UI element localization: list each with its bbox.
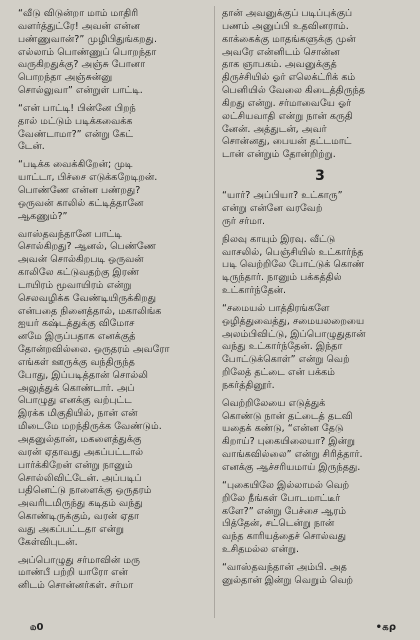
left-paragraph-2: “என் பாட்டி! பின்னே பிறந் தால் மட்டும் படிக்கவைக்க வேண்டாமா?” என்று கேட் டேன். (18, 102, 136, 153)
right-paragraph-1: தான் அவனுக்குப் படிப்புக்குப் பணம் அனுப்பி உதவினராம். காக்கைக்கு மாதங்களுக்கு முன் அவரே என்னிடம் சொன்ன தாக ஞாபகம். அவனுக்குத் திருச்சியில் ஓர் எலெக்ட்ரிக் கம் பெனியில் வேலை கிடைத்திருந்த கிறது என்று. சர்மாவையே ஓர் லட்சியவாதி என்று நான் கருதி னேன். அத்துடன், அவர் சொன்னது, பையன் தட்டமாட் டான் என்றும் தோன்றிற்று. (222, 8, 366, 161)
right-paragraph-2: “யார்? அப்பியா? உட்காரு” என்று என்னே வரவேற் ருர் சர்மா. (222, 190, 343, 227)
chapter-number: 3 (315, 168, 325, 185)
column-divider (214, 6, 215, 618)
page-number: ௰0 (30, 622, 44, 633)
right-paragraph-3: நிலவு காயும் இரவு. வீட்டு வாசலில், பெஞ்சியில் உட்கார்ந்த படி வெற்றிலே போட்டுக் கொண் டிருந்தார். நானும் பக்கத்தில் உட்கார்ந்தேன். (222, 233, 365, 297)
footer-mark: •௧ρ (375, 622, 396, 633)
left-paragraph-1: “வீடு விடுன்றா மாம் மாதிரி வளர்த்துட்ரே! அவன் என்ன பண்ணுவான்?” முழிபிதுங்கறது. எல்லாம் பொண்ணுப் பொறந்தா வருகிறதுக்கு? அஞ்சு போனா பொறந்தா அஞ்சுன்னு சொல்லுவா” என்றுள் பாட்டி. (18, 8, 158, 97)
left-column (18, 8, 214, 598)
right-paragraph-6: “புகையிலே இல்லாமல் வெற் றிலே நீங்கள் போடமாட்டீர் களே?” என்று பேச்சை ஆரம் பித்தேன், சட்டென்று நான் வந்த காரியத்தைச் சொல்வது உசிதமல்ல என்று. (222, 479, 350, 556)
right-paragraph-7: “வாஸ்தவந்தான் அம்பி. அத னுல்தான் இன்று வெறும் வெற் (222, 561, 354, 586)
right-column (222, 8, 418, 593)
left-paragraph-3: “படிக்க வைக்கிறேன்; முடி யாட்டா, பிச்சை எடுக்கறேடிறன். பொண்ணே என்ன பண்றது? ஒருவன் காலில் கட்டித்தானே ஆகணும்?” (18, 159, 158, 222)
right-paragraph-4: “சமையல் பாத்திரங்களே ஒழித்துவைத்து, சமையலறையை அலம்பிவிட்டு, இப்பொழுதுதான் வந்து உட்கார்ந்தேன். இந்தா போட்டுக்கொள்” என்று வெற் றிலேத் தட்டை என் பக்கம் நகர்த்தினூர். (222, 302, 366, 391)
left-paragraph-5: அப்பொழுது சர்மாவின் மரு மாண்பீ பற்றி யாரோ என் னிடம் சொன்னர்கள். சர்மா (18, 554, 140, 592)
left-paragraph-4: வாஸ்தவந்தானே பாட்டி சொல்கிறது? ஆனல், பெண்ணே அவன் சொல்கிறபடி ஒருவன் காலிலே கட்டுவதற்கு இரண் டாயிரம் மூவாயிரம் என்று செலவழிக்க வேண்டியிருக்கிறது என்பதை நினைத்தால், மகாலிங்க ஐயர் கஷ்டத்துக்கு விமோச னமே இருப்பதாக எனக்குத் தோன்றவில்லை. ஒருதரம் அவரோ எங்கள் ஊருக்கு வந்திருந்த போது, இப்படித்தான் சொல்லி அலுத்துக் கொண்டார். அப் பொழுது எனக்கு வற்புட்ட இரக்க மிகுதியில், நான் என் மிடைமே மறந்திருக்க வேண்டும். அதனுல்தான், மகளைத்துக்கு வரன் ஏதாவது அகப்பட்டால் பார்க்கிறேன் என்று நானும் சொல்லிவிட்டேன். அப்படிப் பதினெட்டு நாளைக்கு ஒருதரம் அவரிடமிருந்து கடிதம் வந்து கொண்டிருக்கும், வரன் ஏதா வது அகப்பட்டதா என்று கேள்விபுடன். (18, 228, 170, 548)
right-paragraph-5: வெற்றிலேயை எடுத்துக் கொண்டு நான் தட்டைத் தடவி யதைக் கண்டு, “என்ன தேடு கிறாய்? புகையிலையா? இன்று வாங்கவில்லை” என்று சிரித்தார். எனக்கு ஆச்சரியமாய் இருந்தது. (222, 397, 363, 473)
